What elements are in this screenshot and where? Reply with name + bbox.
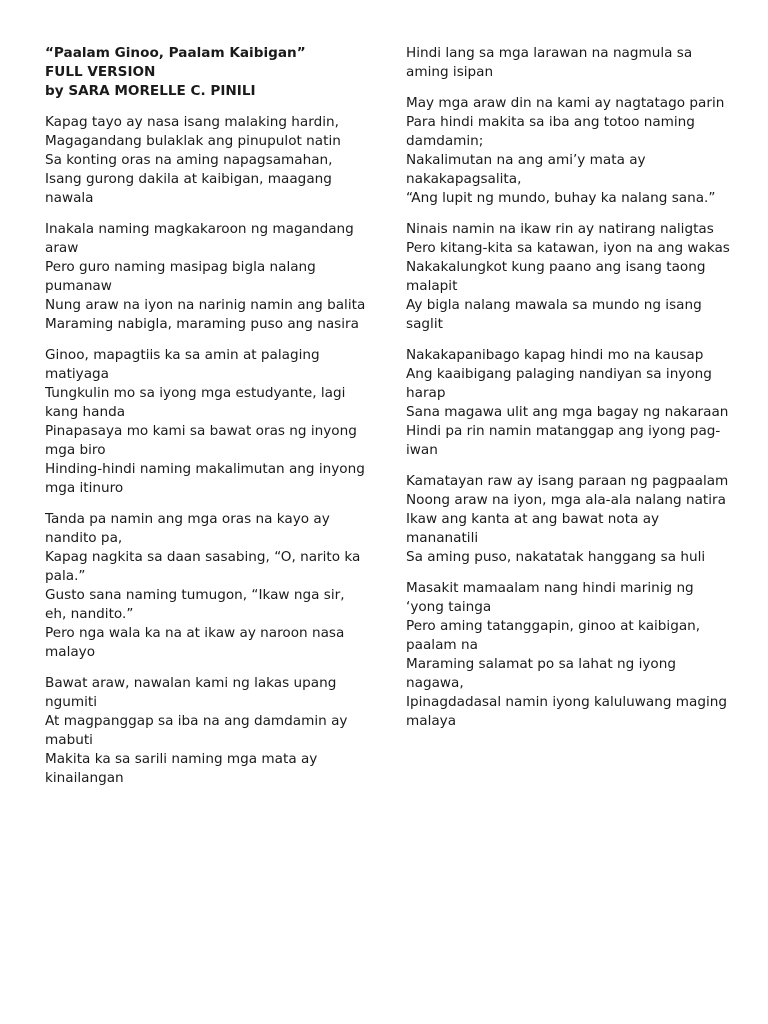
poem-line: Gusto sana naming tumugon, “Ikaw nga sir, eh, nandito.” (45, 587, 345, 622)
poem-line: Maraming nabigla, maraming puso ang nasira (45, 316, 359, 332)
poem-line: Ginoo, mapagtiis ka sa amin at palaging matiyaga (45, 347, 320, 382)
poem-line: May mga araw din na kami ay nagtatago parin (406, 95, 725, 111)
poem-line: Sa konting oras na aming napagsamahan, (45, 152, 333, 168)
stanza (406, 472, 731, 567)
poem-line: Kamatayan raw ay isang paraan ng pagpaalam (406, 473, 729, 489)
poem-line: Magagandang bulaklak ang pinupulot natin (45, 133, 341, 149)
poem-line: Nakakapanibago kapag hindi mo na kausap (406, 347, 704, 363)
poem-line: Tanda pa namin ang mga oras na kayo ay nandito pa, (45, 511, 330, 546)
poem-line: Para hindi makita sa iba ang totoo naming damdamin; (406, 114, 695, 149)
stanza (45, 674, 370, 788)
poem-line: Nakakalungkot kung paano ang isang taong malapit (406, 259, 706, 294)
poem-line: Makita ka sa sarili naming mga mata ay kinailangan (45, 751, 318, 786)
poem-line: Pero guro naming masipag bigla nalang pumanaw (45, 259, 316, 294)
poem-line: Kapag nagkita sa daan sasabing, “O, narito ka pala.” (45, 549, 361, 584)
poem-header (45, 44, 370, 101)
poem-line: Pero kitang-kita sa katawan, iyon na ang wakas (406, 240, 730, 256)
poem-line: Maraming salamat po sa lahat ng iyong nagawa, (406, 656, 676, 691)
poem-line: Masakit mamaalam nang hindi marinig ng ‘yong tainga (406, 580, 694, 615)
poem-line: Ang kaaibigang palaging nandiyan sa inyong harap (406, 366, 712, 401)
poem-line: Nakalimutan na ang ami’y mata ay nakakapagsalita, (406, 152, 646, 187)
poem-line: Isang gurong dakila at kaibigan, maagang nawala (45, 171, 332, 206)
poem-line: Kapag tayo ay nasa isang malaking hardin, (45, 114, 339, 130)
poem-line: Pinapasaya mo kami sa bawat oras ng inyong mga biro (45, 423, 357, 458)
stanza (45, 113, 370, 208)
poem-line: Hinding-hindi naming makalimutan ang inyong mga itinuro (45, 461, 365, 496)
stanza (45, 510, 370, 662)
poem-author: by SARA MORELLE C. PINILI (45, 83, 256, 99)
right-column (406, 44, 731, 743)
poem-line: Bawat araw, nawalan kami ng lakas upang ngumiti (45, 675, 337, 710)
poem-line: Nung araw na iyon na narinig namin ang balita (45, 297, 366, 313)
poem-title: “Paalam Ginoo, Paalam Kaibigan” (45, 45, 306, 61)
poem-line: Hindi lang sa mga larawan na nagmula sa aming isipan (406, 45, 693, 80)
stanza (45, 346, 370, 498)
poem-line: Hindi pa rin namin matanggap ang iyong pag-iwan (406, 423, 721, 458)
stanza (406, 44, 731, 82)
stanza (406, 220, 731, 334)
poem-version: FULL VERSION (45, 64, 156, 80)
stanza (406, 579, 731, 731)
left-column (45, 44, 370, 800)
poem-line: Ikaw ang kanta at ang bawat nota ay mananatili (406, 511, 660, 546)
stanza (45, 220, 370, 334)
stanza (406, 346, 731, 460)
poem-line: At magpanggap sa iba na ang damdamin ay mabuti (45, 713, 348, 748)
poem-line: Pero aming tatanggapin, ginoo at kaibigan, paalam na (406, 618, 701, 653)
poem-line: Sana magawa ulit ang mga bagay ng nakaraan (406, 404, 729, 420)
poem-line: Tungkulin mo sa iyong mga estudyante, lagi kang handa (45, 385, 346, 420)
poem-line: Inakala naming magkakaroon ng magandang araw (45, 221, 354, 256)
poem-line: Sa aming puso, nakatatak hanggang sa huli (406, 549, 706, 565)
poem-line: Ipinagdadasal namin iyong kaluluwang maging malaya (406, 694, 728, 729)
poem-line: Ay bigla nalang mawala sa mundo ng isang saglit (406, 297, 702, 332)
stanza (406, 94, 731, 208)
poem-line: “Ang lupit ng mundo, buhay ka nalang sana.” (406, 190, 716, 206)
poem-line: Pero nga wala ka na at ikaw ay naroon nasa malayo (45, 625, 345, 660)
poem-line: Noong araw na iyon, mga ala-ala nalang natira (406, 492, 726, 508)
poem-line: Ninais namin na ikaw rin ay natirang naligtas (406, 221, 714, 237)
